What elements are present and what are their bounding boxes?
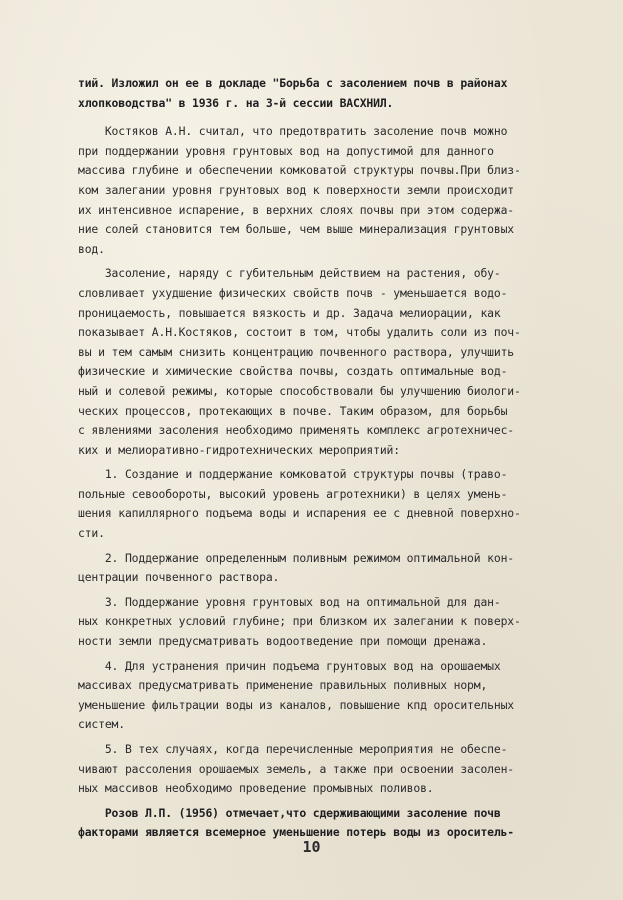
text-line: ние солей становится тем больше, чем выше минерализация грунтовых: [78, 222, 515, 237]
text-line: с явлениями засоления необходимо применять комплекс агротехничес-: [78, 423, 515, 438]
text-line: их интенсивное испарение, в верхних слоях почвы при этом содержа-: [78, 202, 515, 217]
page-number: 10: [302, 838, 321, 856]
paragraph-p0: [78, 74, 576, 113]
text-line: ный и солевой режимы, которые способствовали бы улучшению биологи-: [78, 383, 521, 398]
paragraph-p4: [78, 549, 576, 588]
text-line: Костяков А.Н. считал, что предотвратить засоление почв можно: [78, 124, 508, 139]
text-line: Засоление, наряду с губительным действием на растения, обу-: [78, 266, 501, 281]
text-line: массивах предусматривать применение правильных поливных норм,: [78, 678, 488, 693]
text-line: физические и химические свойства почвы, создать оптимальные вод-: [78, 364, 508, 379]
text-line: тий. Изложил он ее в докладе "Борьба с засолением почв в районах: [78, 76, 508, 90]
text-line: ком залегании уровня грунтовых вод к поверхности земли происходит: [78, 182, 515, 197]
text-line: словливает ухудшение физических свойств почв - уменьшается водо-: [78, 285, 508, 300]
text-line: систем.: [78, 717, 125, 732]
text-line: шения капиллярного подъема воды и испарения ее с дневной поверхно-: [78, 506, 521, 521]
text-line: факторами является всемерное уменьшение потерь воды из ороситель-: [78, 825, 515, 840]
text-line: польные севообороты, высокий уровень агротехники) в целях умень-: [78, 486, 508, 501]
text-line: ческих процессов, протекающих в почве. Таким образом, для борьбы: [78, 403, 508, 418]
document-body: [78, 74, 576, 843]
text-line: 1. Создание и поддержание комковатой структуры почвы (траво-: [78, 467, 508, 482]
text-line: показывает А.Н.Костяков, состоит в том, чтобы удалить соли из поч-: [78, 325, 521, 340]
text-line: центрации почвенного раствора.: [78, 570, 280, 585]
paragraph-p2: [78, 264, 576, 460]
text-line: ных конкретных условий глубине; при близком их залегании к поверх-: [78, 614, 521, 629]
text-line: вы и тем самым снизить концентрацию почвенного раствора, улучшить: [78, 344, 515, 359]
text-line: массива глубине и обеспечении комковатой структуры почвы.При близ-: [78, 163, 521, 178]
text-line: проницаемость, повышается вязкость и др. Задача мелиорации, как: [78, 305, 501, 320]
text-line: Розов Л.П. (1956) отмечает,что сдерживающими засоление почв: [78, 805, 501, 820]
paragraph-p6: [78, 657, 576, 735]
text-line: ных массивов необходимо проведение промывных поливов.: [78, 781, 434, 796]
paragraph-spacer: [78, 113, 576, 122]
text-line: 5. В тех случаях, когда перечисленные мероприятия не обеспе-: [78, 742, 508, 756]
paragraph-p5: [78, 593, 576, 652]
text-line: 4. Для устранения причин подъема грунтовых вод на орошаемых: [78, 658, 501, 673]
text-line: 2. Поддержание определенным поливным режимом оптимальной кон-: [78, 550, 515, 565]
text-line: вод.: [78, 241, 105, 256]
text-line: хлопководства" в 1936 г. на 3-й сессии ВАСХНИЛ.: [78, 95, 394, 110]
text-line: ности земли предусматривать водоотведение при помощи дренажа.: [78, 634, 488, 649]
paragraph-p7: [78, 740, 576, 799]
text-line: сти.: [78, 526, 105, 541]
text-line: 3. Поддержание уровня грунтовых вод на оптимальной для дан-: [78, 594, 501, 609]
paragraph-p1: [78, 122, 576, 259]
text-line: ких и мелиоративно-гидротехнических мероприятий:: [78, 442, 400, 457]
text-line: уменьшение фильтрации воды из каналов, повышение кпд оросительных: [78, 697, 515, 712]
text-line: чивают рассоления орошаемых земель, а также при освоении засолен-: [78, 761, 515, 776]
text-line: при поддержании уровня грунтовых вод на допустимой для данного: [78, 143, 494, 158]
paragraph-p3: [78, 465, 576, 543]
